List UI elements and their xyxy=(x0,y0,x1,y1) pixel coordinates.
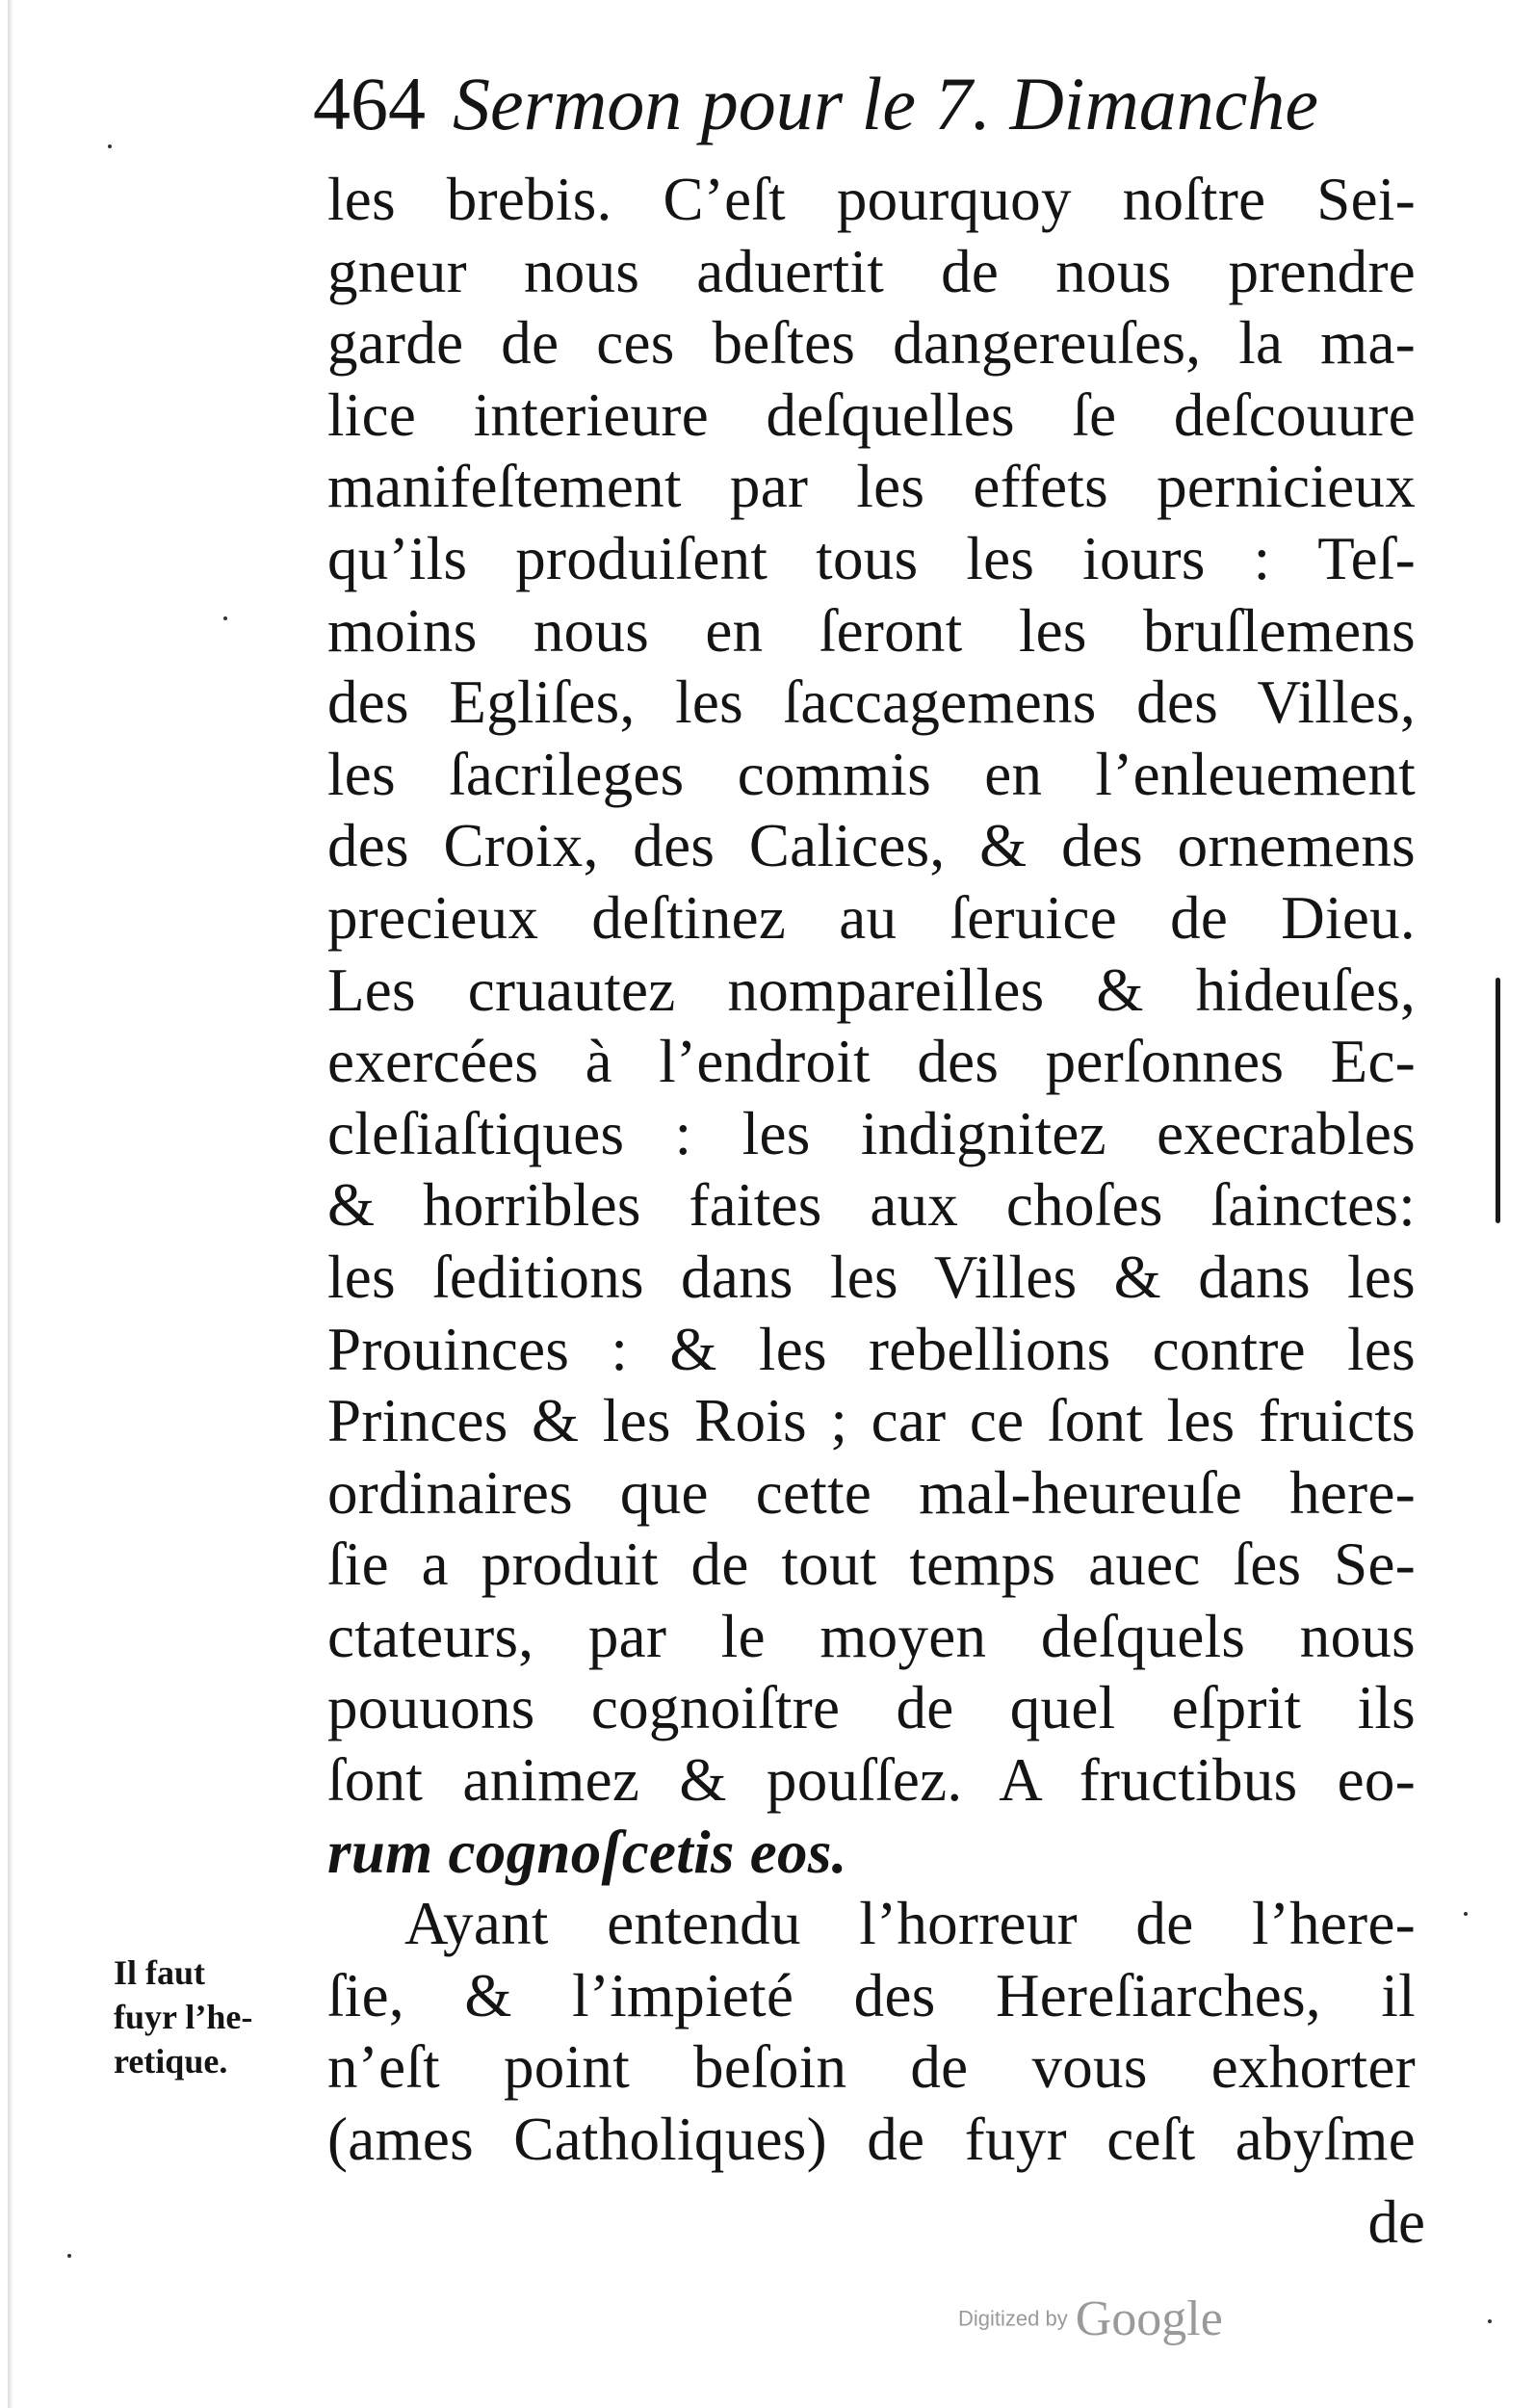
print-speck xyxy=(223,616,227,620)
running-head xyxy=(313,60,1324,148)
page-number: 464 xyxy=(313,62,426,145)
text-line: precieux deſtinez au ſeruice de Dieu. xyxy=(327,883,1416,952)
text-line: Princes & les Rois ; car ce ſont les fruicts xyxy=(327,1387,1416,1455)
text-line: (ames Catholiques) de fuyr ceſt abyſme xyxy=(327,2106,1416,2174)
text-line: Ayant entendu l’horreur de l’here- xyxy=(404,1890,1416,1958)
margin-pen-mark xyxy=(1496,978,1500,1223)
print-speck xyxy=(108,144,112,148)
text-line: garde de ces beſtes dangereuſes, la ma- xyxy=(327,309,1416,378)
margin-note-line: retique. xyxy=(114,2042,228,2081)
text-line: ſont animez & pouſſez. A fructibus eo- xyxy=(327,1746,1416,1815)
text-line: & horribles faites aux choſes ſainctes: xyxy=(327,1171,1416,1240)
text-line: n’eſt point beſoin de vous exhorter xyxy=(327,2033,1416,2102)
text-line: pouuons cognoiſtre de quel eſprit ils xyxy=(327,1674,1416,1742)
text-line: moins nous en ſeront les bruſlemens xyxy=(327,596,1416,665)
text-line: ſie a produit de tout temps auec ſes Se- xyxy=(327,1531,1416,1599)
text-line: cleſiaſtiques : les indignitez execrables xyxy=(327,1099,1416,1167)
text-line: manifeſtement par les effets pernicieux xyxy=(327,453,1416,521)
text-line: les brebis. C’eſt pourquoy noſtre Sei- xyxy=(327,166,1416,233)
text-line: exercées à l’endroit des perſonnes Ec- xyxy=(327,1028,1416,1096)
text-line: Les cruautez nompareilles & hideuſes, xyxy=(327,955,1416,1024)
body-text xyxy=(327,164,1416,2176)
text-line: lice interieure deſquelles ſe deſcouure xyxy=(327,380,1416,449)
margin-note-line: Il faut xyxy=(114,1953,206,1992)
text-line: des Egliſes, les ſaccagemens des Villes, xyxy=(327,668,1416,737)
text-line: les ſacrileges commis en l’enleuement xyxy=(327,740,1416,808)
text-line: ordinaires que cette mal-heureuſe here- xyxy=(327,1458,1416,1527)
text-line: qu’ils produiſent tous les iours : Teſ- xyxy=(327,524,1416,592)
text-line: ſie, & l’impieté des Hereſiarches, il xyxy=(327,1961,1416,2029)
print-speck xyxy=(1488,2319,1492,2323)
text-line: gneur nous aduertit de nous prendre xyxy=(327,237,1416,305)
watermark-prefix: Digitized by xyxy=(958,2306,1068,2331)
google-logo: Google xyxy=(1075,2291,1223,2346)
catchword: de xyxy=(1367,2188,1425,2256)
digitization-watermark xyxy=(958,2290,1223,2358)
text-line: ctateurs, par le moyen deſquels nous xyxy=(327,1602,1416,1670)
text-line: des Croix, des Calices, & des ornemens xyxy=(327,812,1416,880)
print-speck xyxy=(1464,1912,1468,1916)
running-head-title: Sermon pour le 7. Dimanche xyxy=(453,62,1319,145)
margin-note-line: fuyr l’he- xyxy=(114,1998,253,2036)
margin-note xyxy=(114,1950,277,2083)
text-line: Prouinces : & les rebellions contre les xyxy=(327,1315,1416,1383)
latin-quotation-line: rum cognoſcetis eos. xyxy=(327,1818,847,1886)
print-speck xyxy=(67,2254,71,2258)
binding-edge xyxy=(8,0,13,2408)
text-line: les ſeditions dans les Villes & dans les xyxy=(327,1243,1416,1311)
